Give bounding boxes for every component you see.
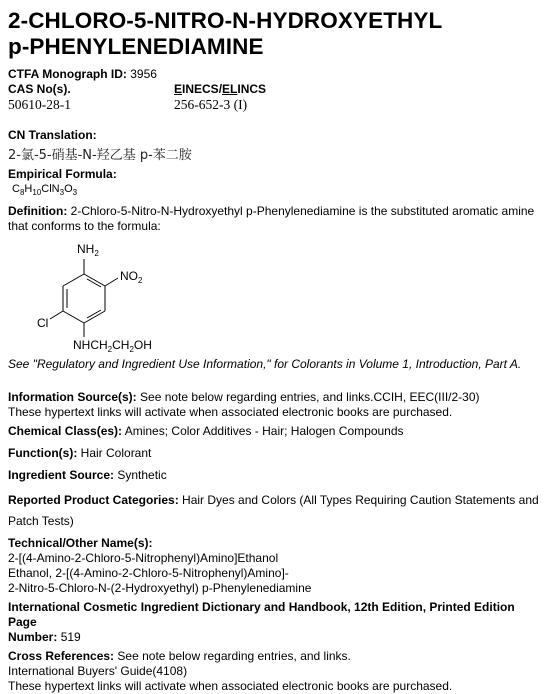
nhch2ch2oh-label: $NHCH_2CH_2OH$ [73, 338, 152, 353]
chemical-structure [14, 236, 174, 352]
monograph-id-value: 3956 [130, 67, 157, 81]
nh2-label: $NH_2$ [77, 242, 99, 259]
monograph-id [8, 67, 542, 82]
einecs-label: EINECS/ELINCS [174, 82, 267, 96]
hypertext-note-1: These hypertext links will activate when associated electronic books are purchased. [8, 405, 453, 420]
title-line-1: 2-CHLORO-5-NITRO-N-HYDROXYETHYL [8, 8, 443, 33]
definition [8, 204, 542, 234]
cn-translation-value: 2-氯-5-硝基-N-羟乙基 p-苯二胺 [8, 148, 192, 163]
other-name: 2-[(4-Amino-2-Chloro-5-Nitrophenyl)Amino]Ethanol [8, 551, 279, 566]
structure-diagram [14, 236, 542, 357]
other-name: 2-Nitro-5-Chloro-N-(2-Hydroxyethyl) p-Phenylenediamine [8, 581, 312, 596]
hypertext-note-2: These hypertext links will activate when associated electronic books are purchased. [8, 679, 453, 694]
einecs-value: 256-652-3 (I) [174, 97, 248, 112]
definition-text: 2-Chloro-5-Nitro-N-Hydroxyethyl p-Phenylenediamine is the substituted aromatic amine that conforms to the formula: [8, 204, 535, 234]
empirical-formula-value: $C_8H_{10}ClN_3O_3$ [12, 183, 78, 198]
definition-label: Definition: [8, 204, 68, 219]
registry-values [8, 97, 542, 112]
other-name: Ethanol, 2-[(4-Amino-2-Chloro-5-Nitrophenyl)Amino]- [8, 566, 289, 581]
page-title [8, 8, 542, 60]
no2-label: $NO_2$ [120, 269, 143, 286]
information-source-link[interactable]: See note below regarding entries, and links.CCIH, EEC(III/2-30) [140, 390, 480, 405]
buyers-guide-link[interactable]: International Buyers' Guide(4108) [8, 664, 188, 679]
title-line-2: p-PHENYLENEDIAMINE [8, 34, 264, 59]
cl-label: Cl [37, 316, 49, 331]
information-source: Information Source(s): See note below regarding entries, and links.CCIH, EEC(III/2-30) [8, 390, 480, 405]
cas-value: 50610-28-1 [8, 97, 71, 112]
empirical-formula-label: Empirical Formula: [8, 167, 117, 181]
functions: Function(s): Hair Colorant [8, 446, 152, 461]
registry-ids [8, 82, 542, 97]
ingredient-source: Ingredient Source: Synthetic [8, 468, 167, 483]
monograph-id-label: CTFA Monograph ID: [8, 67, 127, 81]
other-names-label: Technical/Other Name(s): [8, 536, 153, 551]
regulatory-note: See "Regulatory and Ingredient Use Information," for Colorants in Volume 1, Introduction, Part A. [8, 357, 522, 372]
product-categories: Reported Product Categories: Hair Dyes and Colors (All Types Requiring Caution Statements and Patch Tests) [8, 493, 539, 529]
cn-translation-label: CN Translation: [8, 128, 97, 142]
cas-label: CAS No(s). [8, 82, 71, 96]
chemical-class: Chemical Class(es): Amines; Color Additives - Hair; Halogen Compounds [8, 424, 404, 439]
dictionary-page: International Cosmetic Ingredient Dictionary and Handbook, 12th Edition, Printed Edition Page Number: 519 [8, 600, 515, 645]
cross-references: Cross References: See note below regarding entries, and links. [8, 649, 351, 664]
